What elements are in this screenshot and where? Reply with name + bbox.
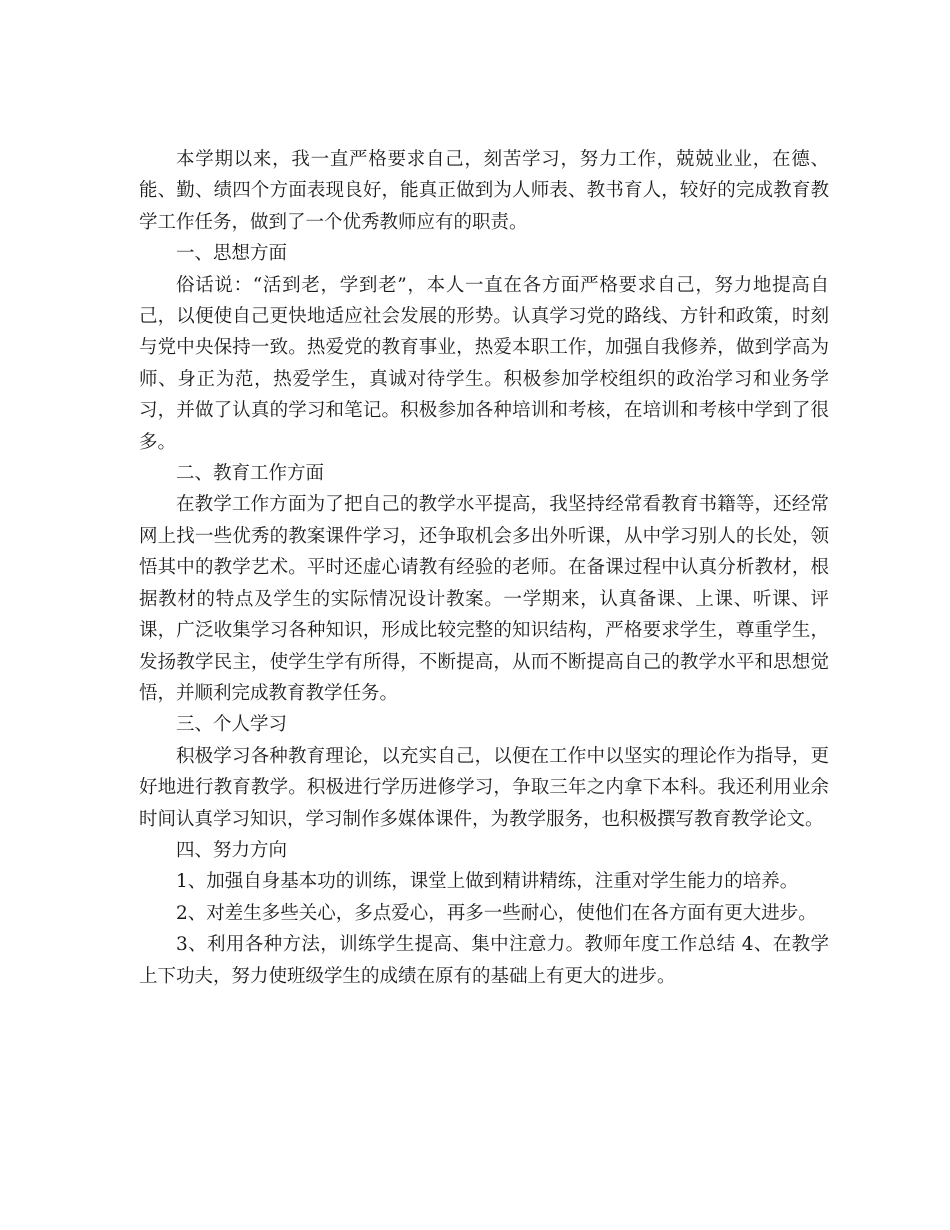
document-body xyxy=(139,144,829,992)
direction-item-1: 1、加强自身基本功的训练，课堂上做到精讲精练，注重对学生能力的培养。 xyxy=(176,871,799,893)
section-heading-personal-study: 三、个人学习 xyxy=(176,714,288,736)
section-heading-thought: 一、思想方面 xyxy=(176,243,288,265)
section-heading-education-work: 二、教育工作方面 xyxy=(176,463,325,485)
personal-study-paragraph: 积极学习各种教育理论，以充实自己，以便在工作中以坚实的理论作为指导，更好地进行教育教学。积极进行学历进修学习，争取三年之内拿下本科。我还利用业余时间认真学习知识，学习制作多媒体课件，为教学服务，也积极撰写教育教学论文。 xyxy=(139,745,829,830)
education-work-paragraph: 在教学工作方面为了把自己的教学水平提高，我坚持经常看教育书籍等，还经常网上找一些优秀的教案课件学习，还争取机会多出外听课，从中学习别人的长处，领悟其中的教学艺术。平时还虚心请教有经验的老师。在备课过程中认真分析教材，根据教材的特点及学生的实际情况设计教案。一学期来，认真备课、上课、听课、评课，广泛收集学习各种知识，形成比较完整的知识结构，严格要求学生，尊重学生，发扬教学民主，使学生学有所得，不断提高，从而不断提高自己的教学水平和思想觉悟，并顺利完成教育教学任务。 xyxy=(139,494,829,704)
direction-item-3: 3、利用各种方法，训练学生提高、集中注意力。教师年度工作总结 4、在教学上下功夫，努力使班级学生的成绩在原有的基础上有更大的进步。 xyxy=(139,934,829,987)
intro-paragraph: 本学期以来，我一直严格要求自己，刻苦学习，努力工作，兢兢业业，在德、能、勤、绩四个方面表现良好，能真正做到为人师表、教书育人，较好的完成教育教学工作任务，做到了一个优秀教师应有的职责。 xyxy=(139,149,829,233)
thought-paragraph: 俗话说：“活到老，学到老”，本人一直在各方面严格要求自己，努力地提高自己，以便使自己更快地适应社会发展的形势。认真学习党的路线、方针和政策，时刻与党中央保持一致。热爱党的教育事业，热爱本职工作，加强自我修养，做到学高为师、身正为范，热爱学生，真诚对待学生。积极参加学校组织的政治学习和业务学习，并做了认真的学习和笔记。积极参加各种培训和考核，在培训和考核中学到了很多。 xyxy=(139,274,829,453)
direction-item-2: 2、对差生多些关心，多点爱心，再多一些耐心，使他们在各方面有更大进步。 xyxy=(176,902,817,924)
section-heading-direction: 四、努力方向 xyxy=(176,839,288,861)
